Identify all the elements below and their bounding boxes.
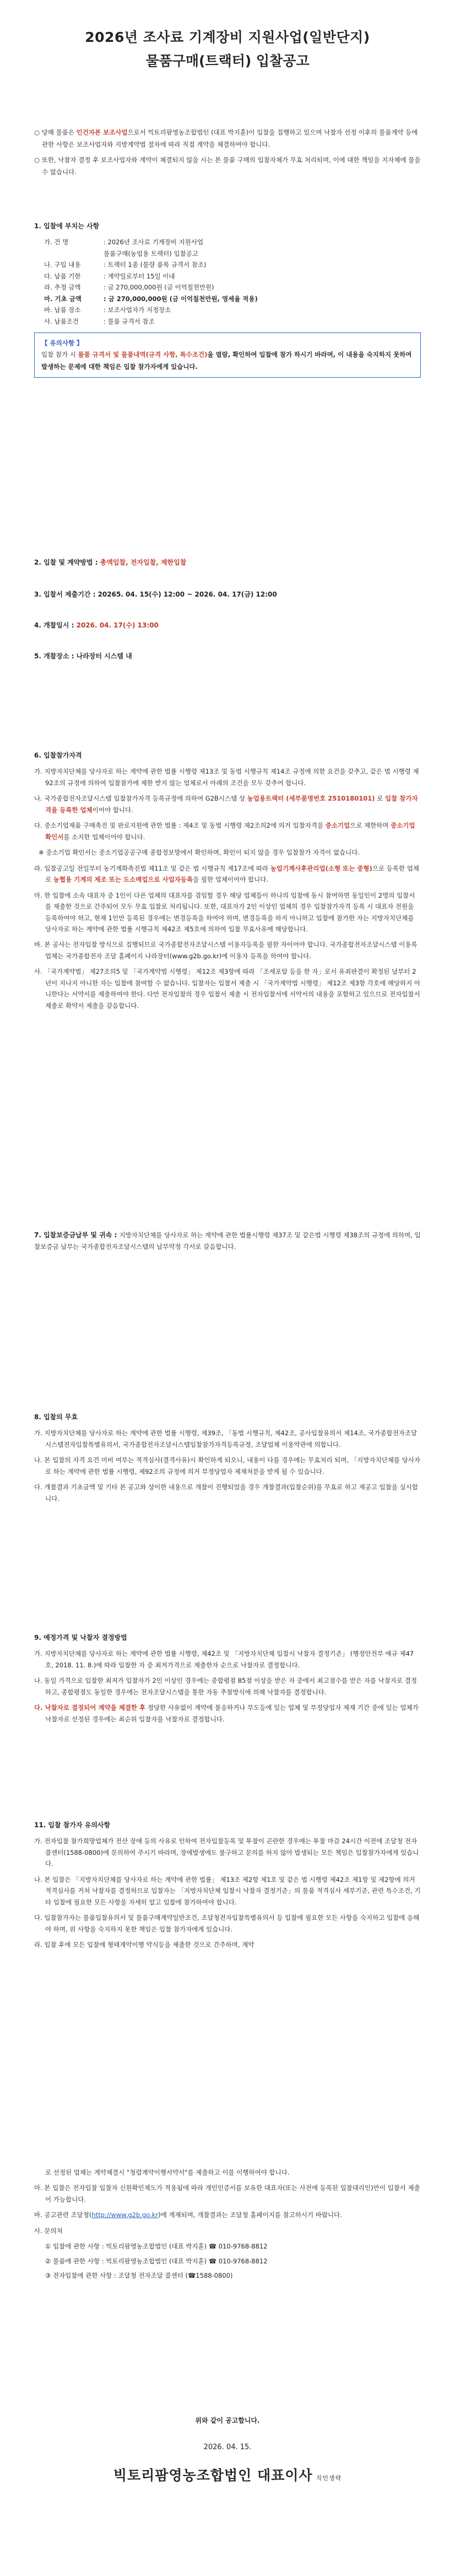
item-key: 가. 건 명 (44, 238, 69, 246)
announcement-header (34, 28, 421, 71)
section-11-p6 (34, 2209, 421, 2220)
item-row (44, 248, 421, 259)
closing-date: 2026. 04. 15. (203, 2443, 252, 2452)
section-11-p4: 라. 입찰 후에 모든 입찰에 형태계약이행 약식등을 제출한 것으로 간주하며, 계약 (34, 1941, 254, 1949)
section-9-p1: 가. 지방자치단체를 당사자로 하는 계약에 관한 법률 시행령, 제42조 및 「지방자치단체 입찰시 낙찰자 결정기준」 (행정안전부 예규 제47호, 2018. 11. 8.)에 따라 입찰한 자 중 최저가격으로 제출한자 순으로 낙찰자로 결정합니다. (34, 1650, 414, 1669)
p6-b: )에 게재되며, 개찰결과는 조달청 홈페이지를 참고하시기 바랍니다. (158, 2211, 342, 2219)
section-6-note: ※ 중소기업 확인서는 중소기업공공구매 종합정보망에서 확인하며, 확인이 되지 않을 경우 입찰참가 자격이 없습니다. (39, 849, 360, 857)
notice-a: 입찰 참가 시 (41, 351, 78, 359)
p4-b: 으로 등록한 업체로 (45, 864, 419, 884)
section-11-p2: 나. 본 입찰은 「지방자치단체를 당사자로 하는 계약에 관한 법률」 제13조 제2항 제1호 및 같은 법 시행령 제42조 제1항 및 제2항에 의거 적격심사를 거쳐 낙찰자를 결정하므로 입찰자는 「지방자치단체 입찰시 낙찰자 결정기준」의 물품 적격심사 세부기준, 관련 특수조건, 기타 입찰에 필요한 모든 사항을 자세히 알고 입찰에 참가하여야 합니다. (34, 1875, 421, 1906)
p3-red2: 중소기업 확인서 (45, 822, 415, 841)
section-9-title: 9. 예정가격 및 낙찰자 결정방법 (34, 1634, 127, 1641)
p3-red: 중소기업 (325, 822, 350, 830)
section-6-p1: 가. 지방자치단체를 당사자로 하는 계약에 관한 법률 시행령 제13조 및 동법 시행규칙 제14조 규정에 의한 요건을 갖추고, 같은 법 시행령 제92조의 규정에 의하여 입찰참가에 제한 받지 않는 업체로서 아래의 조건을 모두 갖추어 합니다. (34, 768, 419, 787)
p3-b: 으로 제한하며 (350, 822, 391, 830)
item-value: : 물품 규격서 참조 (104, 317, 155, 325)
section-1 (34, 221, 421, 378)
notice-title: 【 유의사항 】 (41, 339, 83, 347)
section-11 (34, 1820, 421, 1955)
item-value: : 트랙터 1종 (물량 품목 규격서 참조) (104, 261, 207, 269)
signature-line (34, 2464, 421, 2488)
p3-a: 다. 중소기업제품 구매촉진 및 판로지원에 관한 법률 : 제4조 및 동법 시행령 제2조의2에 의거 입찰자격을 (34, 822, 326, 830)
contact-list (34, 2241, 421, 2281)
item-value: : 보조사업자가 지정장소 (104, 306, 171, 314)
p3-c: 를 소지한 업체이어야 합니다. (63, 833, 145, 841)
section-8-title: 8. 입찰의 무효 (34, 1413, 78, 1421)
section-6-p4 (34, 863, 421, 886)
section-11-p7: 사. 문의처 (34, 2226, 63, 2235)
notice-box (34, 332, 421, 378)
item-key: 나. 구입 내용 (44, 261, 81, 269)
section-6-p7: 사. 「국가계약법」 제27조의5 및 「국가계약법 시행령」 제12조 제3항에 따라 「조세포탈 등을 한 자」로서 유죄판결이 확정된 날부터 2년이 지나지 아니한 자는 입찰에 참여할 수 없습니다. 입찰자는 입찰서 제출 시 「국가계약법 시행령」 제12조 제3항 각호에 해당하지 아니한다는 서약서를 제출하여야 한다. 다만 전자입찰의 경우 입찰서 제출 시 전자입찰서에 서약서의 내용을 포함하고 있으므로 전자입찰서 제출로 확약서 제출을 갈음합니다. (34, 968, 420, 1010)
item-value: : 계약일로부터 15일 이내 (104, 272, 175, 280)
section-4-label: 4. 개찰일시 : (34, 621, 77, 629)
item-row (44, 293, 421, 304)
notice-text (41, 349, 414, 373)
intro-p1-a: ○ 당해 물품은 (34, 128, 77, 136)
section-2-label: 2. 입찰 및 계약방법 : (34, 559, 100, 566)
p6-a: 바. 공고관련 조달청( (34, 2211, 92, 2219)
p4-c: 을 필한 업체이어야 합니다. (193, 876, 268, 884)
intro-p1-em: 인건자본 보조사업 (76, 128, 128, 136)
section-6 (34, 750, 421, 1016)
item-row (44, 282, 421, 293)
contact-item: ③ 전자입찰에 관한 사항 : 조달청 전자조달 콜센터 (☎1588-0800) (45, 2272, 233, 2280)
section-11-p5: 마. 본 입찰은 전자입찰 입찰자 신원확인제도가 적용됨에 따라 개인인증서를 보유한 대표자(또는 사전에 등록된 입찰대리인)만이 입찰서 제출이 가능합니다. (34, 2184, 420, 2203)
section-8-p3: 다. 개찰결과 기초금액 및 기타 본 공고와 상이한 내용으로 개찰이 진행되었을 경우 개찰결과(입찰순위)를 무효로 하고 재공고 입찰을 실시합니다. (34, 1483, 418, 1502)
notice-red: 물품 규격서 및 물품내역(규격 사항, 특수조건) (78, 351, 208, 359)
section-8-p2: 나. 본 입찰의 자격 요건 미비 여부는 적격심사(결격사유)시 확인하게 되오니, 내용이 다를 경우에는 무효처리 되며, 「지방자치단체를 당사자로 하는 계약에 관한 법률 시행령, 제92조의 규정에 의거 부정당업자 제재처분을 받게 될 수 있습니다. (34, 1456, 420, 1475)
g2b-link[interactable]: http://www.g2b.go.kr (91, 2211, 159, 2219)
closing-statement: 위와 같이 공고합니다. (195, 2417, 260, 2424)
section-5: 5. 개찰장소 : 나라장터 시스템 내 (34, 652, 132, 660)
section-9 (34, 1632, 421, 1729)
section-4-value: 2026. 04. 17(수) 13:00 (76, 621, 159, 629)
item-value: : 금 270,000,000원 (금 이억칠천만원) (104, 283, 214, 292)
section-1-items (34, 237, 421, 327)
item-row (44, 237, 421, 248)
section-6-p3 (34, 820, 421, 842)
section-6-p2 (34, 793, 421, 815)
intro-para-1 (34, 127, 421, 151)
section-2 (34, 557, 421, 568)
item-value: : 금 270,000,000원 (금 이억칠천만원, 영세율 적용) (104, 294, 258, 303)
p2-b: 로 (375, 795, 385, 803)
item-key: 바. 납품 장소 (44, 306, 81, 314)
section-2-value: 총액입찰, 전자입찰, 제한입찰 (100, 559, 187, 566)
section-7-text: 지방자치단체를 당사자로 하는 계약에 관한 법률시행령 제37조 및 같은법 시행령 제38조의 규정에 의하며, 입찰보증금 납부는 국가종합전자조달시스템의 납부약정 각서로 갈음합니다. (34, 1231, 421, 1251)
notice-b: 을 열람, 확인하여 입찰에 참가 하시기 바라며, 이 내용을 숙지하지 못하여 발생하는 문제에 대한 책임은 입찰 참가자에게 있습니다. (41, 351, 412, 371)
item-value: : 2026년 조사료 기계장비 지원사업 (104, 238, 204, 246)
section-11-title: 11. 입찰 참가자 유의사항 (34, 1821, 111, 1829)
item-row (44, 259, 421, 270)
section-6-p5: 마. 한 입찰에 소속 대표자 중 1인이 다른 업체의 대표자를 겸임할 경우 해당 업체들이 하나의 입찰에 동시 참여하면 동일인이 2명의 입찰서를 제출한 것으로 간주되어 모두 무효 입찰로 처리됩니다. 또한, 대표자가 2인 이상인 업체의 경우 입찰참가자격 등록 시 대표자 전원을 등록하여야 하고, 현재 1인만 등록된 경우에는 변경등록을 하여야 하며, 변경등록을 하지 아니하고 입찰에 참가한 자는 지방자치단체를 당사자로 하는 계약에 관한 법률 시행규칙 제42조 제5호에 의하여 입찰 무효사유에 해당합니다. (34, 891, 415, 933)
page-subtitle: 물품구매(트랙터) 입찰공고 (145, 53, 310, 69)
section-9-p3 (34, 1702, 421, 1725)
contact-item: ① 입찰에 관한 사항 : 빅토리팜영농조합법인 (대표 박지훈) ☎ 010-9768-8812 (45, 2242, 268, 2251)
p3-b-text: 정당한 사유없이 계약에 불응하거나 부도등에 있는 업체 및 부정당업자 제재 기간 중에 있는 업체가 낙찰자로 선정된 경우에는 최순위 입찰자를 낙찰자로 결정합니다. (45, 1704, 419, 1723)
section-11-continued (34, 2167, 421, 2285)
item-key (44, 248, 104, 259)
item-row (44, 316, 421, 327)
item-key: 마. 기초 금액 (44, 294, 82, 303)
section-4 (34, 620, 421, 631)
section-6-p6: 바. 본 공사는 전자입찰 방식으로 집행되므로 국가종합전자조달시스템 이용자등록을 필한 자이어야 합니다. 국가종합전자조달시스템 이용록 업체는 국가종합전자 조달 홈페이지 나라장터(www.g2b.go.kr)에 이용자 등록을 하여야 합니다. (34, 941, 418, 960)
p4-red2: 농협용 기계의 제조 또는 도소매업으로 사업자등록 (53, 876, 193, 884)
section-8 (34, 1412, 421, 1509)
section-3: 3. 입찰서 제출기간 : 20265. 04. 15(수) 12:00 ~ 2026. 04. 17(금) 12:00 (34, 591, 277, 598)
p3-red-text: 다. 낙찰자로 결정되어 계약을 체결한 후 (34, 1704, 146, 1712)
p2-c: 이어야 합니다. (92, 806, 133, 814)
section-6-title: 6. 입찰참가자격 (34, 752, 82, 759)
section-1-title: 1. 입찰에 부치는 사항 (34, 222, 100, 230)
closing-section (34, 2415, 421, 2488)
p2-red1: 농업용트랙터 (세부품명번호 2510180101) (247, 795, 375, 803)
contact-item: ② 물품에 관한 사항 : 빅토리팜영농조합법인 (대표 박지훈) ☎ 010-9768-8812 (45, 2257, 268, 2265)
section-9-p2: 나. 동일 가격으로 입찰한 최저가 입찰자가 2인 이상인 경우에는 종합평점 85점 이상을 받은 자 중에서 최고점수를 받은 자를 낙찰자로 결정하고, 종합평점도 동일한 경우에는 전자조달시스템을 통한 자동 추첨방식에 의해 낙찰자를 결정합니다. (34, 1677, 417, 1696)
intro-p1-b: 으로서 빅토리팜영농조합법인 (대표 박지훈)이 입찰을 집행하고 있으며 낙찰자 선정 이후의 물품계약 등에 관한 사항은 보조사업자와 지방계약법 절차에 따라 직접 계약을 체결하여야 합니다. (42, 128, 418, 148)
item-value: 물품구매(농업용 트랙터) 입찰공고 (104, 249, 198, 257)
signer-name: 빅토리팜영농조합법인 대표이사 (113, 2467, 313, 2484)
section-7 (34, 1230, 421, 1253)
section-11-p3: 다. 입찰참가자는 물품입찰유의서 및 물품구매계약일반조건, 조달청전자입찰특별유의서 등 입찰에 필요한 모든 사항을 숙지하고 입찰에 응해야 하며, 위 사항을 숙지하지 못한 책임은 입찰 참가자에게 있습니다. (34, 1914, 420, 1933)
intro-section (34, 127, 421, 181)
item-key: 다. 납품 기한 (44, 272, 81, 280)
seal-note: 직인생략 (316, 2475, 342, 2482)
p2-a: 나. 국가종합전자조달시스템 입찰참가자격 등록규정에 의하여 G2B시스템 상 (34, 795, 247, 803)
section-8-p1: 가. 지방자치단체를 당사자로 하는 계약에 관한 법률 시행령, 제39조, 「동법 시행규칙, 제42조, 공사입찰유의서 제14조, 국가종합전자조달시스템전자입찰특별유의서, 국가종합전자조달시스템입찰참가자격등록규정, 조달업체 이용약관에 의합니다. (34, 1429, 418, 1448)
item-key: 사. 납품조건 (44, 317, 79, 325)
item-row (44, 304, 421, 315)
section-11-p4-cont: 로 선정된 업체는 계약체결시 "청렴계약이행서약서"를 제출하고 이를 이행하여야 합니다. (45, 2169, 290, 2176)
section-11-p1: 가. 전자입찰 참가희망업체가 전산 장애 등의 사유로 인하여 전자입찰등록 및 투찰이 곤란한 경우에는 투찰 마감 24시간 이전에 조달청 전자콜센터(1588-0800)에 문의하여 주시기 바라며, 장애발생에도 불구하고 문의를 하지 않아 발생되는 모든 책임은 입찰참가자에게 있습니다. (34, 1837, 419, 1868)
item-key: 라. 추정 금액 (44, 283, 81, 292)
p2-red2: 입찰 참가자격을 등록한 업체 (45, 795, 418, 814)
p4-red: 농업기계사후관리업(소형 또는 중형) (270, 864, 372, 872)
section-7-title: 7. 입찰보증금납부 및 귀속 : (34, 1231, 120, 1239)
intro-para-2: ○ 또한, 낙찰자 결정 후 보조사업자와 계약이 체결되지 않을 시는 본 물품 구매의 입찰자체가 무효 처리되며, 이에 대한 책임을 지자체에 물을 수 없습니다. (34, 155, 421, 176)
p4-a: 라. 입찰공고일 전일부터 농기계화촉진법 제11조 및 같은 법 시행규칙 제17조에 따라 (34, 864, 270, 872)
page-title: 2026년 조사료 기계장비 지원사업(일반단지) (85, 29, 370, 45)
item-row (44, 271, 421, 282)
